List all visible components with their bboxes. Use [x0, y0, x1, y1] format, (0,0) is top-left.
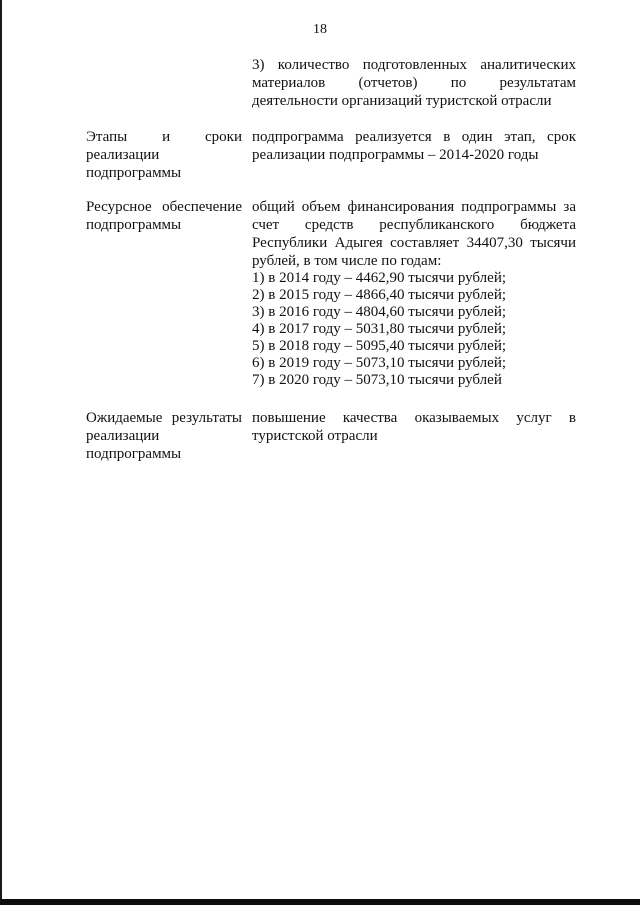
scan-bottom-edge [0, 899, 640, 905]
row-value: подпрограмма реализуется в один этап, срок реализации подпрограммы – 2014-2020 годы [252, 129, 576, 163]
table-row [86, 56, 576, 110]
page-number: 18 [313, 22, 327, 37]
funding-by-year-list [252, 270, 576, 389]
row-value-container [252, 198, 576, 389]
scan-left-edge [0, 0, 2, 905]
table-row [86, 128, 576, 182]
list-item: 1) в 2014 году – 4462,90 тысячи рублей; [252, 270, 507, 286]
table-row [86, 409, 576, 463]
row-label: Этапы и сроки реализации подпрограммы [86, 129, 242, 181]
passport-table [86, 56, 576, 463]
row-value: 3) количество подготовленных аналитических материалов (отчетов) по результатам деятельности организаций туристской отрасли [252, 57, 576, 109]
list-item: 2) в 2015 году – 4866,40 тысячи рублей; [252, 287, 507, 303]
list-item: 3) в 2016 году – 4804,60 тысячи рублей; [252, 304, 507, 320]
row-value: повышение качества оказываемых услуг в туристской отрасли [252, 410, 576, 444]
row-label: Ресурсное обеспечение подпрограммы [86, 199, 242, 233]
list-item: 4) в 2017 году – 5031,80 тысячи рублей; [252, 321, 507, 337]
table-row [86, 198, 576, 389]
list-item: 6) в 2019 году – 5073,10 тысячи рублей; [252, 355, 507, 371]
list-item: 7) в 2020 году – 5073,10 тысячи рублей [252, 372, 502, 388]
list-item: 5) в 2018 году – 5095,40 тысячи рублей; [252, 338, 507, 354]
funding-summary: общий объем финансирования подпрограммы за счет средств республиканского бюджета Республики Адыгея составляет 34407,30 тысячи рублей, в том числе по годам: [252, 199, 576, 269]
row-label: Ожидаемые результаты реализации подпрограммы [86, 410, 242, 462]
